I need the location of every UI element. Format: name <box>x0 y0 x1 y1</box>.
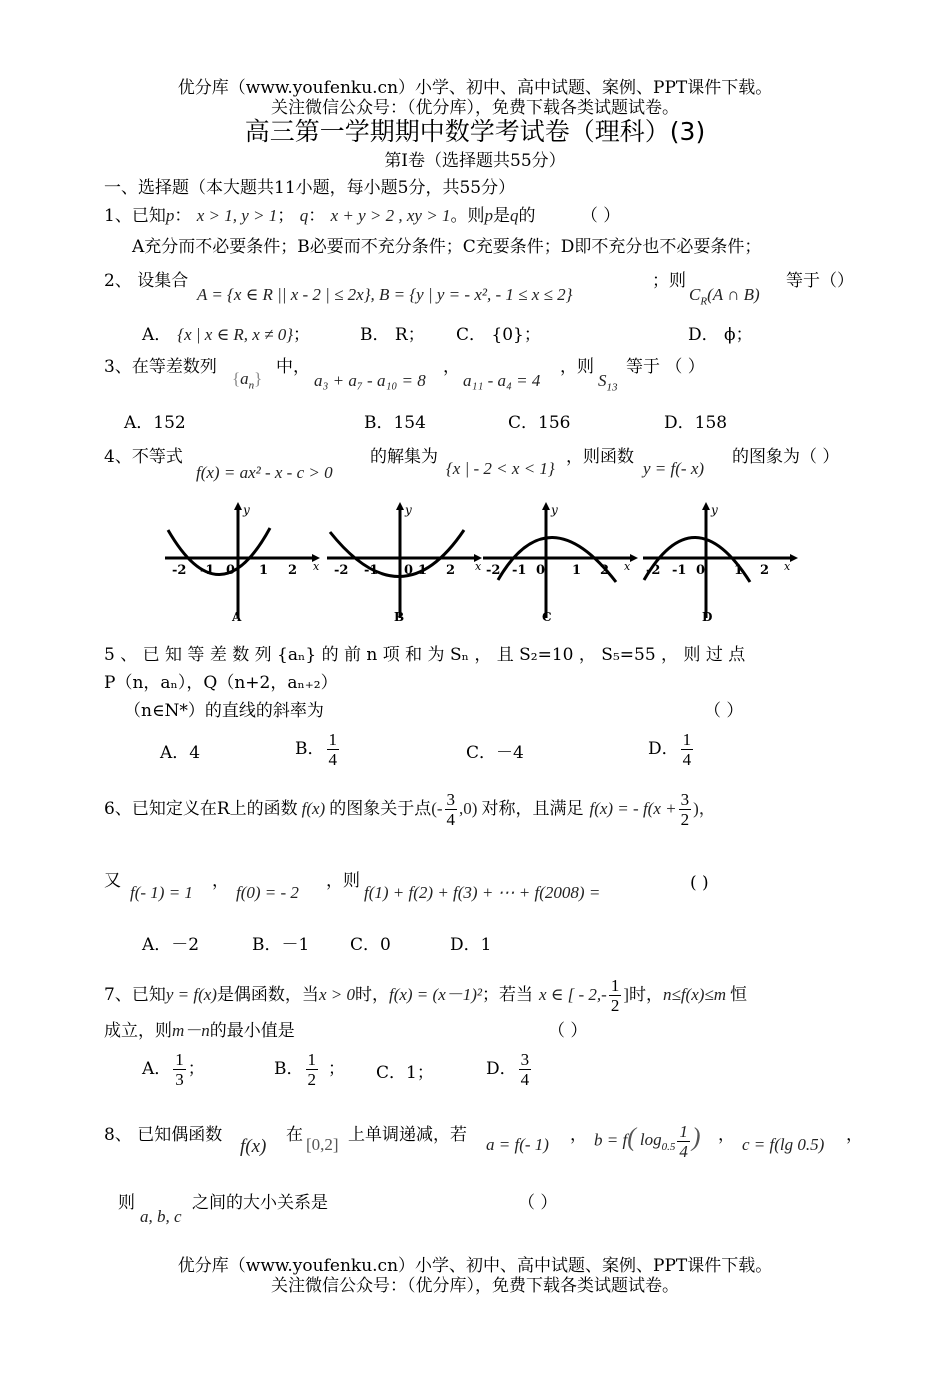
graph-c-tick-2: -1 <box>512 563 527 578</box>
question-3-s13: $S_{13}$ <box>598 371 618 394</box>
question-6: 6、已知定义在R上的函数 f(x) 的图象关于点(- $\frac{3}{4}$ ,0) 对称，且满足 f(x) = - f(x + $\frac{3}{2}$ )， <box>104 790 716 829</box>
question-5-option-a: A．4 <box>160 743 201 763</box>
graph-b-tick-3: 0 <box>404 563 414 578</box>
question-8-abc: a, b, c <box>140 1207 182 1226</box>
question-5-option-b: B． $\frac{1}{4}$ <box>295 730 337 769</box>
question-8-comma-1: ， <box>570 1125 587 1145</box>
graph-d-label: D <box>702 610 713 624</box>
graph-a-tick-3: 0 <box>226 563 236 578</box>
question-8-mid2: 上单调递减，若 <box>348 1125 467 1145</box>
graph-c-tick-5: 2 <box>600 563 610 578</box>
question-3-then: ，则 <box>560 357 594 377</box>
question-6-option-b: B．－1 <box>252 935 310 955</box>
question-2-option-c: C． {0}； <box>456 325 541 345</box>
question-2-mid: ；则 <box>652 271 686 291</box>
graph-d-y-label: y <box>711 503 718 517</box>
graph-a-y-label: y <box>243 503 250 517</box>
graph-b-x-label: x <box>475 560 482 573</box>
graph-c <box>478 500 638 625</box>
question-7-paren: （ ） <box>548 1021 588 1041</box>
question-7-line-2: 成立，则m－n的最小值是 <box>104 1021 295 1041</box>
graph-c-label: C <box>542 610 552 624</box>
graph-b <box>322 500 482 625</box>
question-6-paren: ( ) <box>690 873 709 893</box>
question-8-interval: [0,2] <box>306 1135 339 1154</box>
question-8-c-def: c = f(lg 0.5) <box>742 1135 825 1154</box>
question-4-mid: 的解集为 <box>370 447 438 467</box>
question-3-option-a: A．152 <box>124 413 186 433</box>
question-3-e1: a₃ + a₇ - a₁₀ = 8 <box>314 371 426 390</box>
question-3: 3、在等差数列 <box>104 357 217 377</box>
question-5-option-c: C．－4 <box>466 743 524 763</box>
question-2: 2、 设集合 <box>104 271 189 291</box>
graph-b-y-label: y <box>405 503 412 517</box>
question-6-cond-2: f(0) = - 2 <box>236 883 299 902</box>
question-3-option-b: B．154 <box>364 413 426 433</box>
question-6-option-c: C．0 <box>350 935 391 955</box>
question-6-then: ，则 <box>326 871 360 891</box>
graph-d-tick-1: -2 <box>646 563 661 578</box>
question-3-mid: 中， <box>276 357 310 377</box>
question-7-line-1: 7、已知y = f(x)是偶函数，当x > 0时，f(x) = (x－1)²；若当 x ∈ [ - 2,- $\frac{1}{2}$ ]时，n≤f(x)≤m 恒 <box>104 976 748 1015</box>
section-heading: 一、选择题（本大题共11小题，每小题5分，共55分） <box>104 178 516 198</box>
question-7-option-d: D． $\frac{3}{4}$ <box>486 1050 530 1089</box>
question-7-option-c: C．1； <box>376 1063 434 1083</box>
page-title: 高三第一学期期中数学考试卷（理科）(3) <box>244 117 706 146</box>
question-7-option-b: B． $\frac{1}{2}$ ； <box>274 1050 345 1089</box>
graph-a <box>160 500 320 625</box>
graph-a-tick-1: -2 <box>172 563 187 578</box>
question-6-cond-1: f(- 1) = 1 <box>130 883 193 902</box>
header-line-1: 优分库（www.youfenku.cn）小学、初中、高中试题、案例、PPT课件下载。 <box>177 78 773 98</box>
question-5-paren: （ ） <box>704 701 744 721</box>
question-8-mid: 在 <box>286 1125 303 1145</box>
question-4-fn: y = f(- x) <box>643 459 705 478</box>
question-8-fx: f(x) <box>240 1136 267 1157</box>
graph-d-tick-3: 0 <box>696 563 706 578</box>
question-4-set: {x | - 2 < x < 1} <box>446 459 555 478</box>
graph-b-tick-1: -2 <box>334 563 349 578</box>
question-8-a-def: a = f(- 1) <box>486 1135 549 1154</box>
question-8-paren: （ ） <box>518 1193 558 1213</box>
question-3-post: 等于 （ ） <box>626 357 705 377</box>
question-3-option-d: D．158 <box>664 413 728 433</box>
question-5-line-3: （n∈N*）的直线的斜率为 <box>124 701 324 721</box>
graph-a-tick-2: -1 <box>200 563 215 578</box>
question-4-post: 的图象为（ ） <box>732 447 840 467</box>
question-5-option-d: D． $\frac{1}{4}$ <box>648 730 692 769</box>
graph-d-tick-2: -1 <box>672 563 687 578</box>
question-3-option-c: C．156 <box>508 413 571 433</box>
question-4-mid2: ，则函数 <box>566 447 634 467</box>
question-3-seq: $\{a_n\}$ <box>232 369 263 392</box>
graph-a-tick-4: 1 <box>259 563 269 578</box>
footer-line-1: 优分库（www.youfenku.cn）小学、初中、高中试题、案例、PPT课件下载。 <box>177 1256 773 1276</box>
question-2-option-b: B． R； <box>360 325 425 345</box>
question-8-then: 则 <box>118 1193 135 1213</box>
question-6-option-d: D．1 <box>450 935 492 955</box>
graph-b-tick-2: -1 <box>364 563 379 578</box>
question-2-expr: $C_R(A$ ∩ B) <box>689 285 760 308</box>
question-5-line-2: P（n，aₙ），Q（n+2，aₙ₊₂） <box>104 673 338 693</box>
question-1: 1、已知p： x > 1, y > 1； q： x + y > 2 , xy > 1。则p是q的 （ ） <box>104 206 621 226</box>
header-line-2: 关注微信公众号：（优分库），免费下载各类试题试卷。 <box>271 98 679 118</box>
question-2-sets: A = {x ∈ R || x - 2 | ≤ 2x}, B = {y | y = - x², - 1 ≤ x ≤ 2} <box>197 285 573 304</box>
footer-line-2: 关注微信公众号：（优分库），免费下载各类试题试卷。 <box>271 1276 679 1296</box>
graph-c-tick-4: 1 <box>572 563 582 578</box>
question-6-option-a: A．－2 <box>142 935 200 955</box>
question-8-comma-3: ， <box>846 1125 863 1145</box>
question-8-post: 之间的大小关系是 <box>192 1193 328 1213</box>
question-6-sum: f(1) + f(2) + f(3) + ⋯ + f(2008) = <box>364 883 601 902</box>
question-3-comma: ， <box>443 357 460 377</box>
question-5-line-1: 5 、 已 知 等 差 数 列 {aₙ} 的 前 n 项 和 为 Sₙ ， 且 S₂=10 ， S₅=55 ， 则 过 点 <box>104 645 746 665</box>
question-2-option-d: D． ϕ； <box>688 325 753 345</box>
question-4: 4、不等式 <box>104 447 183 467</box>
question-8-b-def: b = f( $\log_{0.5}$ $\frac{1}{4}$ ) <box>594 1122 701 1161</box>
graph-d <box>638 500 798 625</box>
graph-c-tick-3: 0 <box>536 563 546 578</box>
question-6-you: 又 <box>104 871 121 891</box>
graph-a-label: A <box>232 610 242 624</box>
page-subtitle: 第Ⅰ卷（选择题共55分） <box>384 151 566 171</box>
question-1-options: A充分而不必要条件；B必要而不充分条件；C充要条件；D即不充分也不必要条件； <box>132 237 762 257</box>
question-3-e2: a₁₁ - a₄ = 4 <box>463 371 541 390</box>
graph-d-tick-5: 2 <box>760 563 770 578</box>
question-8-comma-2: ， <box>718 1125 735 1145</box>
graph-b-tick-5: 2 <box>446 563 456 578</box>
graph-b-tick-4: 1 <box>418 563 428 578</box>
graph-a-tick-5: 2 <box>288 563 298 578</box>
question-6-comma: ， <box>212 871 229 891</box>
graph-c-y-label: y <box>551 503 558 517</box>
question-4-ineq: f(x) = ax² - x - c > 0 <box>196 463 333 482</box>
graph-d-x-label: x <box>784 560 791 573</box>
graph-a-x-label: x <box>313 560 320 573</box>
graph-b-label: B <box>394 610 405 624</box>
graph-c-x-label: x <box>624 560 631 573</box>
question-2-option-a: A． {x | x ∈ R, x ≠ 0}； <box>142 325 310 345</box>
question-8: 8、 已知偶函数 <box>104 1125 223 1145</box>
question-2-post: 等于（） <box>786 271 854 291</box>
question-7-option-a: A． $\frac{1}{3}$ ； <box>142 1050 205 1089</box>
graph-c-tick-1: -2 <box>486 563 501 578</box>
graph-d-tick-4: 1 <box>734 563 744 578</box>
